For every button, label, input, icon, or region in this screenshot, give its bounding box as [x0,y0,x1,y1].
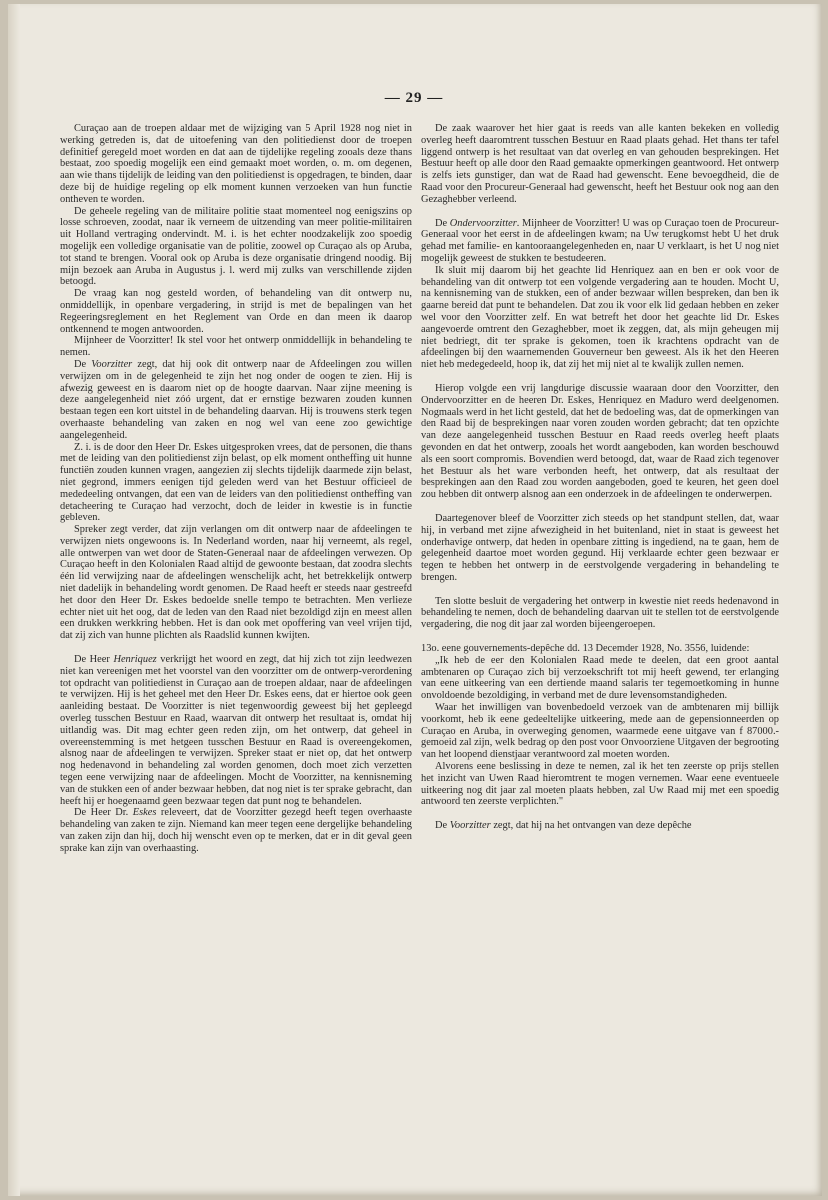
paragraph-text: . Mijnheer de Voorzitter! U was op Curaçao toen de Procureur-Generaal voor het eerst in de afdeelingen kwam; na Uw terugkomst hebt U het druk gehad met familie- en kantooraangelegenheden en, naar U verklaart, is het U nog niet mogelijk geweest de stukken te bestudeeren. [421,217,780,264]
paragraph-text: verkrijgt het woord en zegt, dat hij zich tot zijn leedwezen niet kan vereenigen met het voorstel van den voorzitter om de ontwerp-verordening tot opdracht van politiedienst in Curaçao aan de troepen aldaar, naar de afdeelingen te verwijzen. Hij is het geheel met den Heer Dr. Eskes eens, dat er hiertoe ook geen aanleiding bestaat. De Voorzitter is niet tegenwoordig geweest bij het gepleegd overleg tusschen Bestuur en Raad, waarvan dit ontwerp het resultaat is, omdat hij uitlandig was. Dit mag echter geen reden zijn, om het ontwerp, dat geheel in overeenstemming is met hetgeen tusschen Bestuur en Raad is overeengekomen, alsnog naar de afdeelingen te verwijzen. Spreker staat er niet op, dat het ontwerp nog hedenavond in behandeling zal worden genomen, doch moet zich verzetten tegen eene verwijzing naar de afdeelingen. Mocht de Voorzitter, na kennisneming van de stukken een of ander bezwaar hebben, dat nog niet is ter sprake gebracht, dan heeft hij er hoegenaamd geen bezwaar tegen dat punt nog te behandelen. [60,654,413,807]
paragraph-text: Spreker zegt verder, dat zijn verlangen om dit ontwerp naar de afdeelingen te verwijzen niets ongewoons is. In Nederland worden, naar hij verneemt, als regel, alle ontwerpen van wet door de Staten-Generaal naar de afdeelingen verwezen. Op Curaçao heeft in den Kolonialen Raad altijd de gewoonte bestaan, dat zoodra slechts één lid verwijzing naar de afdeelingen wenschelijk acht, het betrekkelijk ontwerp niet dadelijk in behandeling wordt genomen. De Raad heeft er steeds naar gestreefd het door den Heer Dr. Eskes bedoelde snelle tempo te betrachten. Men verlieze echter niet uit het oog, dat de leden van den Raad niet bezoldigd zijn en meest allen een drukken werkkring hebben. Het is dan ook met opoffering van veel vrijen tijd, dat zij zich van hunne plichten als Raadslid kunnen kwijten. [60,524,412,642]
paragraph-lead: De [435,217,450,229]
paragraph [421,596,779,631]
paragraph-text: Ik sluit mij daarom bij het geachte lid Henriquez aan en ben er ook voor de behandeling van dit ontwerp tot een volgende vergadering aan te houden. Mocht U, na kennisneming van de stukken, een of ander bezwaar willen bespreken, dan ben ik gaarne bereid dat punt te behandelen. Dat zou ik voor elk lid gedaan hebben en zeker wel voor den Voorzitter zelf. En wat betreft het door het geachte lid Dr. Eskes aangevoerde omtrent den Gezaghebber, moet ik zeggen, dat, als mijn geheugen mij niet bedriegt, dit ter sprake is gekomen, toen ik krachtens opdracht van de afdeelingen bij den waarnemenden Gouverneur ben geweest. Als ik het den Heeren niet heb medegedeeld, hoop ik, dat zij het mij niet al te kwalijk zullen nemen. [421,264,779,371]
paragraph [421,761,779,808]
paragraph-text: Waar het inwilligen van bovenbedoeld verzoek van de ambtenaren mij billijk voorkomt, heb ik eene gedeeltelijke uitkeering, mede aan de gepensionneerden op Curaçao en Aruba, in overweging genomen, waarmede eene uitgave van f 87000.- gemoeid zal zijn, welk bedrag op den post voor Onvoorziene Uitgaven der begrooting van het loopend dienstjaar verantwoord zal moeten worden. [421,702,779,761]
paragraph [421,383,779,501]
paragraph [60,206,412,289]
paragraph-text: releveert, dat de Voorzitter gezegd heeft tegen overhaaste behandeling van zaken te zijn. Niemand kan meer tegen eene dergelijke behandeling van zaken zijn dan hij, doch hij wenscht even op te merken, dat er in dit geval geen sprake kan zijn van overhaasting. [60,807,412,854]
paragraph-lead: De [74,358,92,370]
paragraph-text: zegt, dat hij na het ontvangen van deze depêche [490,820,692,832]
paragraph-text: De vraag kan nog gesteld worden, of behandeling van dit ontwerp nu, onmiddellijk, in openbare vergadering, in strijd is met de bepalingen van het Regeeringsreglement en het Reglement van Orde en dan meen ik daarop ontkennend te mogen antwoorden. [60,288,412,335]
paragraph-text: Curaçao aan de troepen aldaar met de wijziging van 5 April 1928 nog niet in werking getreden is, dat de uitoefening van den politiedienst door de troepen definitief geregeld moet worden en dat aan de tijdelijke regeling zooals deze thans bestaat, zoo spoedig mogelijk een eind gemaakt moet worden, o. m. om degenen, aan wie thans tijdelijk de leiding van den politiedienst is opgedragen, te binden, daar deze bij de huidige regeling op elk moment kunnen verzoeken van hun functie ontheven te worden. [60,123,412,205]
paragraph [60,654,412,807]
paragraph-text: zegt, dat hij ook dit ontwerp naar de Afdeelingen zou willen verwijzen om in de gelegenheid te zijn het nog onder de oogen te zien. Hij is afwezig geweest en is daarom niet op de hoogte daarvan. Naar zijne meening is deze aangelegenheid niet zóó urgent, dat er ernstige bezwaren zouden kunnen bestaan tegen een kort uitstel in de behandeling daarvan. Hij is trouwens sterk tegen overhaaste behandeling van zaken en nog wel van eene zoo gewichtige aangelegenheid. [60,358,413,441]
right-column [421,123,779,832]
paragraph-text: Hierop volgde een vrij langdurige discussie waaraan door den Voorzitter, den Ondervoorzitter en de heeren Dr. Eskes, Henriquez en Maduro werd deelgenomen. Nogmaals werd in het licht gesteld, dat het de bedoeling was, dat de opmerkingen van den Raad bij de besprekingen naar voren zouden worden gebracht; dat ten opzichte van deze aangelegenheid tusschen Bestuur en Raad reeds overleg heeft plaats gevonden en dat het ontwerp, zooals het wordt aangeboden, kan worden beschouwd als een soort compromis. Bovendien werd betoogd, dat, waar de Raad zich tegenover het Bestuur als het ware verbonden heeft, het ontwerp, dat als resultaat der besprekingen aan den Raad zou worden aangeboden, goed te keuren, het geen doel zou hebben dit ontwerp alsnog aan een onderzoek in de afdeelingen te onderwerpen. [421,382,779,501]
speaker-name: Henriquez [113,654,157,666]
paragraph [421,643,779,655]
paragraph-text: „Ik heb de eer den Kolonialen Raad mede te deelen, dat een groot aantal ambtenaren op Curaçao zich bij verzoekschrift tot mij heeft gewend, ter erlanging van eene uitkeering van een dertiende maand salaris ter tegemoetkoming in hunne onvoldoende bezoldiging, in verband met de dure levensomstandigheden. [421,654,779,702]
paragraph-text: Mijnheer de Voorzitter! Ik stel voor het ontwerp onmiddellijk in behandeling te nemen. [60,335,412,359]
paragraph [421,702,779,761]
paragraph [60,524,412,642]
paragraph [421,655,779,702]
paragraph [421,265,779,371]
speaker-name: Voorzitter [449,820,491,832]
left-column [60,123,412,855]
paragraph [60,807,412,854]
paragraph-text: Z. i. is de door den Heer Dr. Eskes uitgesproken vrees, dat de personen, die thans met de leiding van den politiedienst zijn belast, op elk moment ontheffing uit hunne functiën zouden kunnen vragen, aangezien zij slechts tijdelijk daarmede zijn belast, niet gegrond, immers eenigen tijd geleden werd van het Bestuur officieel de mededeeling ontvangen, dat een van de leiders van den politiedienst ontheffing van detacheering te Curaçao had verzocht, doch de leider in kwestie is in functie gebleven. [60,441,412,524]
paragraph [60,288,412,335]
paragraph-text: Daartegenover bleef de Voorzitter zich steeds op het standpunt stellen, dat, waar hij, in verband met zijne afwezigheid in het buitenland, niet in staat is geweest het onderhavige ontwerp, dat heden in openbare zitting is ingediend, na te gaan, hem de gelegenheid daartoe moet worden gegund. Hij verklaarde echter geen bezwaar er tegen te hebben het ontwerp in de eerstvolgende vergadering in behandeling te brengen. [421,512,779,583]
paragraph [60,442,412,525]
paragraph-lead: De Heer [74,654,114,666]
paragraph [60,359,412,442]
paragraph-lead: De [435,820,450,832]
paragraph-lead: De Heer Dr. [74,807,133,819]
speaker-name: Ondervoorzitter [449,217,517,229]
paragraph [421,820,779,832]
paragraph-text: 13o. eene gouvernements-depêche dd. 13 Decemder 1928, No. 3556, luidende: [421,643,750,655]
paragraph [60,335,412,359]
paragraph-text: De geheele regeling van de militaire politie staat momenteel nog eenigszins op losse schroeven, zoodat, naar ik verneem de uitzending van meer politie-militairen uit Holland vertraging ondervindt. M. i. is het echter noodzakelijk zoo spoedig mogelijk een volledige organisatie van de politie, zoowel op Curaçao als op Aruba, tot stand te brengen. Vooral ook op Aruba is deze organisatie dringend noodig. Bij mijn bezoek aan Aruba in Augustus j. l. werd mij zulks van verschillende zijden betoogd. [60,205,412,288]
paragraph [421,123,779,206]
speaker-name: Eskes [132,807,157,819]
paragraph-text: Alvorens eene beslissing in deze te nemen, zal ik het ten zeerste op prijs stellen het inzicht van Uwen Raad hieromtrent te mogen vernemen. Waar eene eventueele uitkeering nog dit jaar zal moeten plaats hebben, zal Uw Raad mij met een spoedig antwoord ten zeerste verplichten." [421,761,779,808]
paragraph-text: De zaak waarover het hier gaat is reeds van alle kanten bekeken en volledig overleg heeft daaromtrent tusschen Bestuur en Raad plaats gehad. Het thans ter tafel liggend ontwerp is het resultaat van dat overleg en van gehouden besprekingen. Het Bestuur heeft op alle door den Raad gemaakte opmerkingen geantwoord. Het ontwerp is zelfs iets gunstiger, dan wat de Raad had gewenscht. Eene bevoegdheid, die de Raad voor den Procureur-Generaal had gewenscht, heeft het Bestuur ook nog aan den Gezaghebber verleend. [421,123,779,205]
paragraph [60,123,412,206]
paragraph-text: Ten slotte besluit de vergadering het ontwerp in kwestie niet reeds hedenavond in behandeling te nemen, doch de behandeling daarvan uit te stellen tot de eerstvolgende vergadering, die nog dit jaar zal worden bijeengeroepen. [421,595,779,631]
speaker-name: Voorzitter [91,358,133,370]
paragraph [421,218,779,265]
binding-edge [8,4,20,1196]
paragraph [421,513,779,584]
page-number: — 29 — [384,90,444,106]
